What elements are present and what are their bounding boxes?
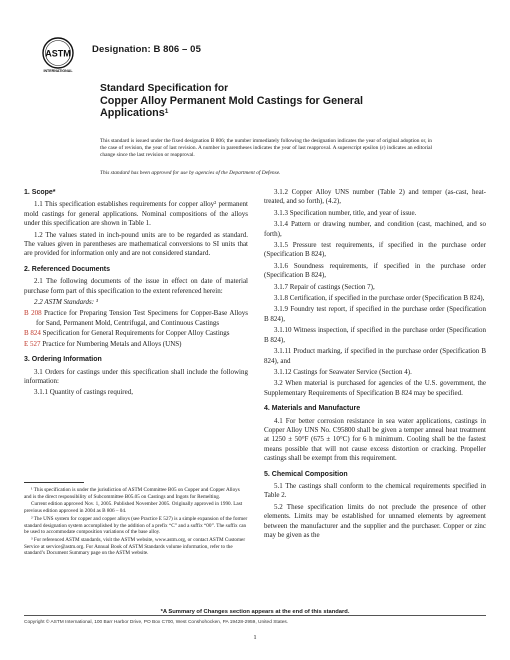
title-line-1: Standard Specification for xyxy=(100,83,229,94)
ref-link-e527[interactable]: E 527 xyxy=(24,339,41,348)
para-5-1: 5.1 The castings shall conform to the chemical requirements specified in Table 2. xyxy=(264,481,486,500)
para-3-1-9: 3.1.9 Foundry test report, if specified in the purchase order (Specification B 824), xyxy=(264,305,486,323)
para-3-1: 3.1 Orders for castings under this specification shall include the following information: xyxy=(24,367,248,385)
ref-link-b824[interactable]: B 824 xyxy=(24,329,41,338)
footer-divider xyxy=(24,615,486,616)
para-3-1-7: 3.1.7 Repair of castings (Section 7), xyxy=(274,282,375,291)
para-3-1-1: 3.1.1 Quantity of castings required, xyxy=(34,388,133,397)
para-2-2: 2.2 ASTM Standards: ³ xyxy=(34,298,98,307)
section-4-heading: 4. Materials and Manufacture xyxy=(264,405,361,413)
logo-subtext: INTERNATIONAL xyxy=(43,69,73,73)
footnote-3: ³ For referenced ASTM standards, visit the ASTM website, www.astm.org, or contact ASTM Customer Service at service@astm.org. For Annual Book of ASTM Standards volume information, refer to the standard’s Document Summary page on the ASTM website. xyxy=(24,536,246,557)
title-line-2: Copper Alloy Permanent Mold Castings for General xyxy=(100,95,363,107)
reference-e527: E 527 Practice for Numbering Metals and Alloys (UNS) xyxy=(24,339,182,348)
footnote-1a: ¹ This specification is under the jurisdiction of ASTM Committee B05 on Copper and Copper Alloys and is the direct responsibility of Subcommittee B05.05 on Castings and Ingots for Remelting. xyxy=(24,487,240,500)
reference-b824: B 824 Specification for General Requirements for Copper Alloy Castings xyxy=(24,329,230,338)
para-3-1-12: 3.1.12 Castings for Seawater Service (Section 4). xyxy=(274,367,412,376)
left-column xyxy=(24,188,248,400)
standard-issuance-note: This standard is issued under the fixed designation B 806; the number immediately following the designation indicates the year of original adoption or, in the case of revision, the year of last revision. A number in parentheses indicates the year of last reapproval. A superscript epsilon (ε) indicates an editorial change since the last revision or reapproval. xyxy=(100,138,432,159)
section-3-heading: 3. Ordering Information xyxy=(24,356,102,364)
para-3-2: 3.2 When material is purchased for agencies of the U.S. government, the Supplementary Requirements of Specification B 824 may be specified. xyxy=(264,379,486,397)
summary-of-changes-note: *A Summary of Changes section appears at the end of this standard. xyxy=(160,609,350,615)
para-1-1: 1.1 This specification establishes requirements for copper alloy² permanent mold castings for general applications. Nominal compositions of the alloys under this specification are shown in Table 1. xyxy=(24,200,248,228)
right-column xyxy=(264,188,486,542)
para-3-1-10: 3.1.10 Witness inspection, if specified in the purchase order (Specification B 824), xyxy=(264,326,486,344)
title-footnote-mark: 1 xyxy=(164,108,169,115)
reference-b208: B 208 Practice for Preparing Tension Test Specimens for Copper-Base Alloys for Sand, Permanent Mold, Centrifugal, and Continuous Castings xyxy=(24,309,249,327)
footnote-1b: Current edition approved Nov. 1, 2005. Published November 2005. Originally approved in 1990. Last previous edition approved in 2004 as B 806 – 04. xyxy=(24,501,243,515)
logo-text: ASTM xyxy=(45,48,71,59)
para-3-1-4: 3.1.4 Pattern or drawing number, and condition (cast, machined, and so forth), xyxy=(264,220,486,238)
footnote-divider xyxy=(24,482,84,483)
astm-logo-icon xyxy=(40,37,76,73)
page-number: 1 xyxy=(253,634,257,641)
footnotes xyxy=(24,482,248,558)
para-3-1-6: 3.1.6 Soundness requirements, if specified in the purchase order (Specification B 824), xyxy=(264,261,486,280)
copyright-line: Copyright © ASTM International, 100 Barr Harbor Drive, PO Box C700, West Conshohocken, PA 19428-2959, United States. xyxy=(24,620,289,625)
designation: Designation: B 806 – 05 xyxy=(92,44,201,55)
ref-link-b208[interactable]: B 208 xyxy=(24,309,42,318)
para-3-1-8: 3.1.8 Certification, if specified in the purchase order (Specification B 824), xyxy=(274,294,485,303)
para-3-1-5: 3.1.5 Pressure test requirements, if specified in the purchase order (Specification B 824), xyxy=(264,241,486,259)
para-1-2: 1.2 The values stated in inch-pound units are to be regarded as standard. The values given in parentheses are mathematical conversions to SI units that are provided for information only and are not considered standard. xyxy=(24,230,248,258)
section-2-heading: 2. Referenced Documents xyxy=(24,265,110,273)
para-2-1: 2.1 The following documents of the issue in effect on date of material purchase form part of this specification to the extent referenced herein: xyxy=(24,277,248,295)
para-5-2: 5.2 These specification limits do not preclude the presence of other elements. Limits may be established for unnamed elements by agreement between the manufacturer and the supplier and the purchaser. Copper or zinc may be given as the xyxy=(264,502,486,539)
dod-approval-note: This standard has been approved for use by agencies of the Department of Defense. xyxy=(100,170,281,176)
document-title xyxy=(100,83,470,119)
para-4-1: 4.1 For better corrosion resistance in sea water applications, castings in Copper Alloy UNS No. C95800 shall be given a temper anneal heat treatment at 1250 ± 50°F (675 ± 10°C) for 6 h minimum. Cooling shall be the fastest means possible that will not cause excess distortion or cracking. Propeller castings shall be exempt from this requirement. xyxy=(264,416,486,463)
para-3-1-3: 3.1.3 Specification number, title, and year of issue. xyxy=(274,208,417,217)
footnote-2: ² The UNS system for copper and copper alloys (see Practice E 527) is a simple expansion of the former standard designation system accomplished by the addition of a prefix “C” and a suffix “00”. The suffix can be used to accommodate composition variations of the base alloy. xyxy=(24,515,248,536)
para-3-1-11: 3.1.11 Product marking, if specified in the purchase order (Specification B 824), and xyxy=(264,347,486,365)
section-1-heading: 1. Scope* xyxy=(24,189,56,196)
title-line-3: Applications$^1$ xyxy=(100,107,169,119)
para-3-1-2: 3.1.2 Copper Alloy UNS number (Table 2) and temper (as-cast, heat-treated, and so forth), (4.2), xyxy=(264,188,486,206)
section-5-heading: 5. Chemical Composition xyxy=(264,470,348,478)
